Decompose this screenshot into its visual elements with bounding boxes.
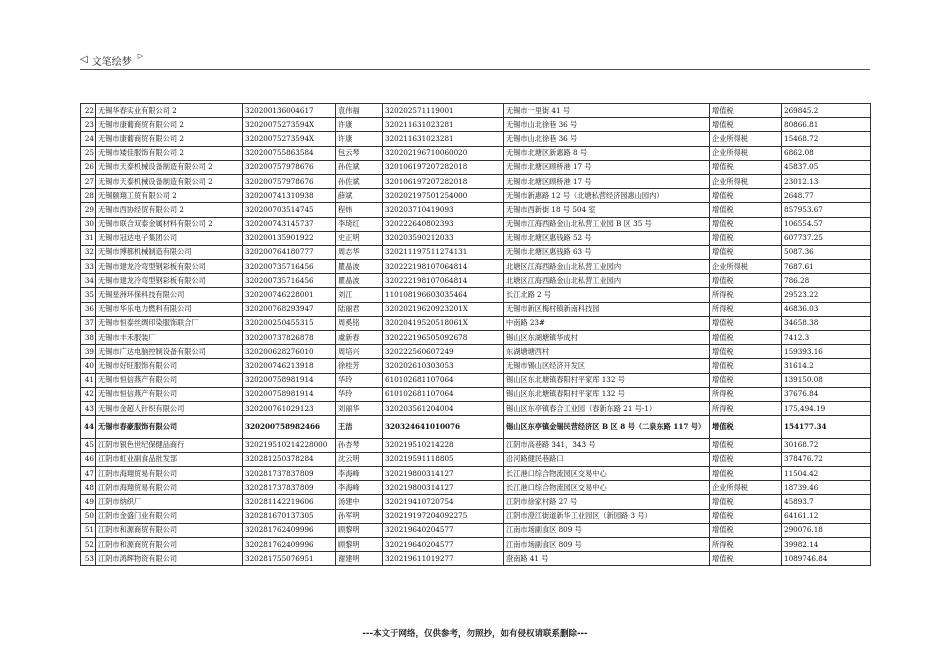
legal-representative-cell: 瞿晶波 [336,260,383,274]
tax-id-cell: 320200735716456 [243,274,336,288]
row-number-cell: 53 [81,552,96,566]
company-name-cell: 无锡市好旺服饰有限公司 [96,359,243,373]
address-cell: 无锡市北塘区惠钱路 52 号 [504,231,710,245]
address-cell: 长江港口综合物流园区交易中心 [504,467,710,481]
row-number-cell: 43 [81,401,96,415]
id-number-cell: 320202196710060020 [383,146,504,160]
triangle-left-icon: ◁ [80,54,88,65]
amount-cell: 30168.72 [782,438,871,452]
company-name-cell: 无锡颐翔工贸有限公司 2 [96,189,243,203]
legal-representative-cell: 华玲 [336,373,383,387]
tax-type-cell: 增值税 [710,467,782,481]
amount-cell: 607737.25 [782,231,871,245]
address-cell: 锡山区东亭镇金锡民营经济区 B 区 8 号（二泉东路 117 号） [504,416,710,439]
amount-cell: 37676.84 [782,387,871,401]
tax-type-cell: 企业所得税 [710,132,782,146]
row-number-cell: 22 [81,104,96,118]
table-row [81,359,871,373]
tax-id-cell: 320200250455315 [243,316,336,330]
legal-representative-cell: 谢建明 [336,552,383,566]
amount-cell: 46836.03 [782,302,871,316]
amount-cell: 29523.22 [782,288,871,302]
row-number-cell: 42 [81,387,96,401]
legal-representative-cell: 孙军明 [336,509,383,523]
legal-representative-cell: 周奚铭 [336,316,383,330]
table-row [81,189,871,203]
table-row [81,467,871,481]
company-name-cell: 无锡市恒信燕产有限公司 [96,373,243,387]
table-row [81,302,871,316]
tax-type-cell: 增值税 [710,345,782,359]
id-number-cell: 320222198107064814 [383,274,504,288]
id-number-cell: 610102681107064 [383,387,504,401]
tax-type-cell: 增值税 [710,331,782,345]
tax-type-cell: 企业所得税 [710,174,782,188]
tax-type-cell: 增值税 [710,359,782,373]
amount-cell: 106554.57 [782,217,871,231]
header-divider [80,69,870,70]
legal-representative-cell: 孙杏琴 [336,438,383,452]
tax-type-cell: 所得税 [710,401,782,415]
company-name-cell: 江阴市鸿辉物资有限公司 [96,552,243,566]
tax-id-cell: 320200628276010 [243,345,336,359]
amount-cell: 11504.42 [782,467,871,481]
tax-type-cell: 企业所得税 [710,146,782,160]
company-name-cell: 无锡市博都机械制造有限公司 [96,245,243,259]
table-row [81,160,871,174]
address-cell: 锡山区东湖塘镇华成村 [504,331,710,345]
amount-cell: 45837.05 [782,160,871,174]
row-number-cell: 45 [81,438,96,452]
tax-type-cell: 增值税 [710,316,782,330]
tax-type-cell: 增值税 [710,118,782,132]
amount-cell: 64161.12 [782,509,871,523]
id-number-cell: 320203561204004 [383,401,504,415]
tax-type-cell: 增值税 [710,509,782,523]
address-cell: 江阴市高巷路 341，343 号 [504,438,710,452]
legal-representative-cell: 包云琴 [336,146,383,160]
tax-type-cell: 增值税 [710,523,782,537]
tax-id-cell: 320200758981914 [243,387,336,401]
company-name-cell: 江阴市和源商贸有限公司 [96,537,243,551]
amount-cell: 31614.2 [782,359,871,373]
company-name-cell: 无锡市华乐电力燃料有限公司 [96,302,243,316]
company-name-cell: 无锡华春实业有限公司 2 [96,104,243,118]
address-cell: 北塘区江海西路金山北私营工业园内 [504,274,710,288]
id-number-cell: 320202610303053 [383,359,504,373]
address-cell: 长江港口综合物流园区交易中心 [504,481,710,495]
address-cell: 无锡市山北徐巷 36 号 [504,132,710,146]
amount-cell: 15468.72 [782,132,871,146]
address-cell: 东湖塘塘西村 [504,345,710,359]
tax-type-cell: 增值税 [710,452,782,466]
company-name-cell: 无锡市西协经贸有限公司 2 [96,203,243,217]
amount-cell: 159393.16 [782,345,871,359]
row-number-cell: 37 [81,316,96,330]
row-number-cell: 24 [81,132,96,146]
row-number-cell: 49 [81,495,96,509]
table-row [81,316,871,330]
id-number-cell: 320222198107064814 [383,260,504,274]
company-name-cell: 无锡市天泰机械设备制造有限公司 2 [96,174,243,188]
amount-cell: 39982.14 [782,537,871,551]
tax-arrears-table [80,103,871,566]
company-name-cell: 无锡市恒泰丝绸印染服饰联合厂 [96,316,243,330]
legal-representative-cell: 李海峰 [336,467,383,481]
id-number-cell: 320219800314127 [383,467,504,481]
tax-type-cell: 增值税 [710,189,782,203]
address-cell: 无锡市锡山区经济开发区 [504,359,710,373]
table-row [81,288,871,302]
legal-representative-cell: 沈云明 [336,452,383,466]
tax-id-cell: 320200135901922 [243,231,336,245]
tax-id-cell: 320281755076951 [243,552,336,566]
id-number-cell: 320222640802393 [383,217,504,231]
legal-representative-cell: 顾黎明 [336,523,383,537]
tax-id-cell: 32020075273594X [243,118,336,132]
row-number-cell: 47 [81,467,96,481]
legal-representative-cell: 虞新春 [336,331,383,345]
tax-id-cell: 320200761029123 [243,401,336,415]
tax-id-cell: 320200757978676 [243,174,336,188]
table-row [81,523,871,537]
address-cell: 江阴市徐家村路 27 号 [504,495,710,509]
row-number-cell: 38 [81,331,96,345]
row-number-cell: 32 [81,245,96,259]
tax-type-cell: 增值税 [710,416,782,439]
company-name-cell: 无锡市春豪服饰有限公司 [96,416,243,439]
table-body [81,104,871,566]
table-row [81,132,871,146]
table-row [81,452,871,466]
legal-representative-cell: 徐桂芳 [336,359,383,373]
id-number-cell: 320219197204092275 [383,509,504,523]
amount-cell: 154177.34 [782,416,871,439]
amount-cell: 7687.61 [782,260,871,274]
tax-id-cell: 320281737837809 [243,481,336,495]
row-number-cell: 30 [81,217,96,231]
table-row [81,231,871,245]
company-name-cell: 江阴市海翔贸易有限公司 [96,467,243,481]
legal-representative-cell: 李琦红 [336,217,383,231]
amount-cell: 5087.36 [782,245,871,259]
table-row [81,245,871,259]
amount-cell: 45893.7 [782,495,871,509]
tax-id-cell: 320200737826878 [243,331,336,345]
table-row [81,495,871,509]
row-number-cell: 23 [81,118,96,132]
company-name-cell: 江阴市和源商贸有限公司 [96,523,243,537]
amount-cell: 290076.18 [782,523,871,537]
company-name-cell: 无锡市天泰机械设备制造有限公司 2 [96,160,243,174]
tax-id-cell: 320281142219606 [243,495,336,509]
company-name-cell: 无锡市矮佳服饰有限公司 2 [96,146,243,160]
legal-representative-cell: 瞿晶波 [336,274,383,288]
legal-representative-cell: 程炜 [336,203,383,217]
address-cell: 北塘区江海西路金山北私营工业园内 [504,260,710,274]
company-name-cell: 无锡市康葡商贸有限公司 2 [96,118,243,132]
address-cell: 无锡市一里街 41 号 [504,104,710,118]
id-number-cell: 110108196603035464 [383,288,504,302]
row-number-cell: 34 [81,274,96,288]
amount-cell: 269845.2 [782,104,871,118]
tax-type-cell: 所得税 [710,387,782,401]
id-number-cell: 320222560607249 [383,345,504,359]
id-number-cell: 320211197511274131 [383,245,504,259]
tax-type-cell: 增值税 [710,203,782,217]
company-name-cell: 江阴市虹业副食品批发部 [96,452,243,466]
tax-type-cell: 增值税 [710,104,782,118]
legal-representative-cell: 袁伟福 [336,104,383,118]
tax-id-cell: 320200743145737 [243,217,336,231]
tax-id-cell: 32020075273594X [243,132,336,146]
id-number-cell: 320202197501254000 [383,189,504,203]
id-number-cell: 320211631023281 [383,132,504,146]
legal-representative-cell: 刘江 [336,288,383,302]
table-row [81,104,871,118]
tax-type-cell: 增值税 [710,245,782,259]
company-name-cell: 无锡市金超人针织有限公司 [96,401,243,415]
table-row [81,260,871,274]
table-row [81,373,871,387]
tax-id-cell: 320200768293947 [243,302,336,316]
row-number-cell: 41 [81,373,96,387]
legal-representative-cell: 史正明 [336,231,383,245]
address-cell: 无锡市北塘区顾桥港 17 号 [504,174,710,188]
address-cell: 无锡市江海西路金山北私营工业园 B 区 35 号 [504,217,710,231]
table-row [81,481,871,495]
tax-type-cell: 增值税 [710,552,782,566]
address-cell: 沿河路健民巷路口 [504,452,710,466]
footer-notice: ---本文于网络，仅供参考，勿照抄，如有侵权请联系删除--- [362,629,588,639]
tax-type-cell: 增值税 [710,160,782,174]
tax-id-cell: 320281737837809 [243,467,336,481]
id-number-cell: 320219800314127 [383,481,504,495]
row-number-cell: 40 [81,359,96,373]
id-number-cell: 320202571119001 [383,104,504,118]
company-name-cell: 江阴市纳织厂 [96,495,243,509]
tax-id-cell: 320200757978676 [243,160,336,174]
address-cell: 无锡市新惠路 12 号（北塘私营经济园惠山园内） [504,189,710,203]
amount-cell: 34658.38 [782,316,871,330]
triangle-right-icon: ▷ [137,52,144,60]
company-name-cell: 江阴市海翔贸易有限公司 [96,481,243,495]
address-cell: 无锡市北塘区惠钱路 63 号 [504,245,710,259]
table-row [81,331,871,345]
table-row [81,438,871,452]
tax-id-cell: 320281250378284 [243,452,336,466]
tax-id-cell: 320200746213918 [243,359,336,373]
company-name-cell: 江阴市金盛门业有限公司 [96,509,243,523]
tax-id-cell: 320219510214228000 [243,438,336,452]
row-number-cell: 44 [81,416,96,439]
address-cell: 锡山区东北塘镇春阳村平家库 132 号 [504,373,710,387]
tax-id-cell: 320200746228001 [243,288,336,302]
company-name-cell: 江阴市银色世纪保健品商行 [96,438,243,452]
legal-representative-cell: 周培兴 [336,345,383,359]
amount-cell: 786.28 [782,274,871,288]
legal-representative-cell: 孙佐斌 [336,174,383,188]
id-number-cell: 320106197207282018 [383,174,504,188]
tax-id-cell: 320200758981914 [243,373,336,387]
legal-representative-cell: 许康 [336,132,383,146]
company-name-cell: 无锡市冠达电子集团公司 [96,231,243,245]
table-row [81,552,871,566]
brand-name: 文笔绘梦 [91,56,132,68]
row-number-cell: 31 [81,231,96,245]
address-cell: 江阴市澄江街道新华工业园区（新园路 3 号） [504,509,710,523]
amount-cell: 2648.77 [782,189,871,203]
table-row [81,217,871,231]
amount-cell: 6862.08 [782,146,871,160]
row-number-cell: 46 [81,452,96,466]
legal-representative-cell: 王洁 [336,416,383,439]
id-number-cell: 320211631023281 [383,118,504,132]
amount-cell: 1089746.84 [782,552,871,566]
table-row [81,146,871,160]
amount-cell: 378476.72 [782,452,871,466]
tax-type-cell: 企业所得税 [710,481,782,495]
tax-id-cell: 320200741310938 [243,189,336,203]
company-name-cell: 无锡星洲环保科技有限公司 [96,288,243,302]
tax-type-cell: 增值税 [710,231,782,245]
row-number-cell: 28 [81,189,96,203]
amount-cell: 18739.46 [782,481,871,495]
id-number-cell: 320324641010076 [383,416,504,439]
id-number-cell: 32020419520518061X [383,316,504,330]
row-number-cell: 29 [81,203,96,217]
tax-id-cell: 320281670137305 [243,509,336,523]
tax-type-cell: 增值税 [710,217,782,231]
address-cell: 江南市场副食区 809 号 [504,537,710,551]
address-cell: 无锡市新区梅村镇新南科技园 [504,302,710,316]
tax-type-cell: 增值税 [710,373,782,387]
table-row [81,387,871,401]
legal-representative-cell: 刘丽华 [336,401,383,415]
amount-cell: 175,494.19 [782,401,871,415]
tax-type-cell: 所得税 [710,302,782,316]
amount-cell: 23012.13 [782,174,871,188]
address-cell: 中南路 23# [504,316,710,330]
row-number-cell: 39 [81,345,96,359]
address-cell: 无锡市西新街 18 号 504 室 [504,203,710,217]
tax-id-cell: 320200758982466 [243,416,336,439]
tax-type-cell: 增值税 [710,495,782,509]
tax-id-cell: 320200735716456 [243,260,336,274]
tax-type-cell: 增值税 [710,438,782,452]
tax-id-cell: 320200703514745 [243,203,336,217]
tax-type-cell: 所得税 [710,288,782,302]
address-cell: 无锡市北塘区新惠路 8 号 [504,146,710,160]
row-number-cell: 33 [81,260,96,274]
legal-representative-cell: 顾黎明 [336,537,383,551]
legal-representative-cell: 陆丽君 [336,302,383,316]
row-number-cell: 48 [81,481,96,495]
amount-cell: 7412.3 [782,331,871,345]
tax-id-cell: 320281762409996 [243,537,336,551]
address-cell: 锡山区东亭镇春合工业园（春新东路 21 号-1） [504,401,710,415]
legal-representative-cell: 许康 [336,118,383,132]
address-cell: 江南市场副食区 809 号 [504,523,710,537]
company-name-cell: 无锡市广达电脑控制设备有限公司 [96,345,243,359]
tax-id-cell: 320281762409996 [243,523,336,537]
id-number-cell: 320203590212033 [383,231,504,245]
address-cell: 锡山区东北塘镇春阳村平家库 132 号 [504,387,710,401]
document-header-brand [80,53,143,67]
table-row [81,416,871,439]
company-name-cell: 无锡市联合双泰金属材料有限公司 2 [96,217,243,231]
legal-representative-cell: 孙佐斌 [336,160,383,174]
table-row [81,537,871,551]
row-number-cell: 35 [81,288,96,302]
company-name-cell: 无锡市康葡商贸有限公司 2 [96,132,243,146]
tax-id-cell: 320200136004617 [243,104,336,118]
id-number-cell: 320106197207282018 [383,160,504,174]
tax-id-cell: 320200755863584 [243,146,336,160]
address-cell: 澄南路 41 号 [504,552,710,566]
company-name-cell: 无锡市建龙冷弯型钢彩板有限公司 [96,274,243,288]
id-number-cell: 320219640204577 [383,523,504,537]
amount-cell: 857953.67 [782,203,871,217]
company-name-cell: 无锡市建龙冷弯型钢彩板有限公司 [96,260,243,274]
id-number-cell: 320222196505092678 [383,331,504,345]
row-number-cell: 50 [81,509,96,523]
company-name-cell: 无锡市恒信燕产有限公司 [96,387,243,401]
row-number-cell: 25 [81,146,96,160]
id-number-cell: 610102681107064 [383,373,504,387]
tax-id-cell: 320200764180777 [243,245,336,259]
tax-type-cell: 所得税 [710,537,782,551]
tax-type-cell: 增值税 [710,274,782,288]
row-number-cell: 27 [81,174,96,188]
table-row [81,274,871,288]
address-cell: 长江北路 2 号 [504,288,710,302]
id-number-cell: 320219510214228 [383,438,504,452]
legal-representative-cell: 李海峰 [336,481,383,495]
tax-type-cell: 企业所得税 [710,260,782,274]
amount-cell: 80866.81 [782,118,871,132]
row-number-cell: 52 [81,537,96,551]
legal-representative-cell: 汤建中 [336,495,383,509]
company-name-cell: 无锡市丰禾服装厂 [96,331,243,345]
id-number-cell: 320203710419093 [383,203,504,217]
id-number-cell: 320219611019277 [383,552,504,566]
id-number-cell: 320219640204577 [383,537,504,551]
table-row [81,509,871,523]
table-row [81,174,871,188]
legal-representative-cell: 华玲 [336,387,383,401]
legal-representative-cell: 薛斌 [336,189,383,203]
row-number-cell: 51 [81,523,96,537]
row-number-cell: 26 [81,160,96,174]
table-row [81,345,871,359]
id-number-cell: 320219591118805 [383,452,504,466]
legal-representative-cell: 周志华 [336,245,383,259]
id-number-cell: 320219410720754 [383,495,504,509]
table-row [81,203,871,217]
table-row [81,118,871,132]
address-cell: 无锡市山北徐巷 36 号 [504,118,710,132]
amount-cell: 139150.08 [782,373,871,387]
table-row [81,401,871,415]
address-cell: 无锡市北塘区顾桥港 17 号 [504,160,710,174]
id-number-cell: 32020219620923201X [383,302,504,316]
row-number-cell: 36 [81,302,96,316]
